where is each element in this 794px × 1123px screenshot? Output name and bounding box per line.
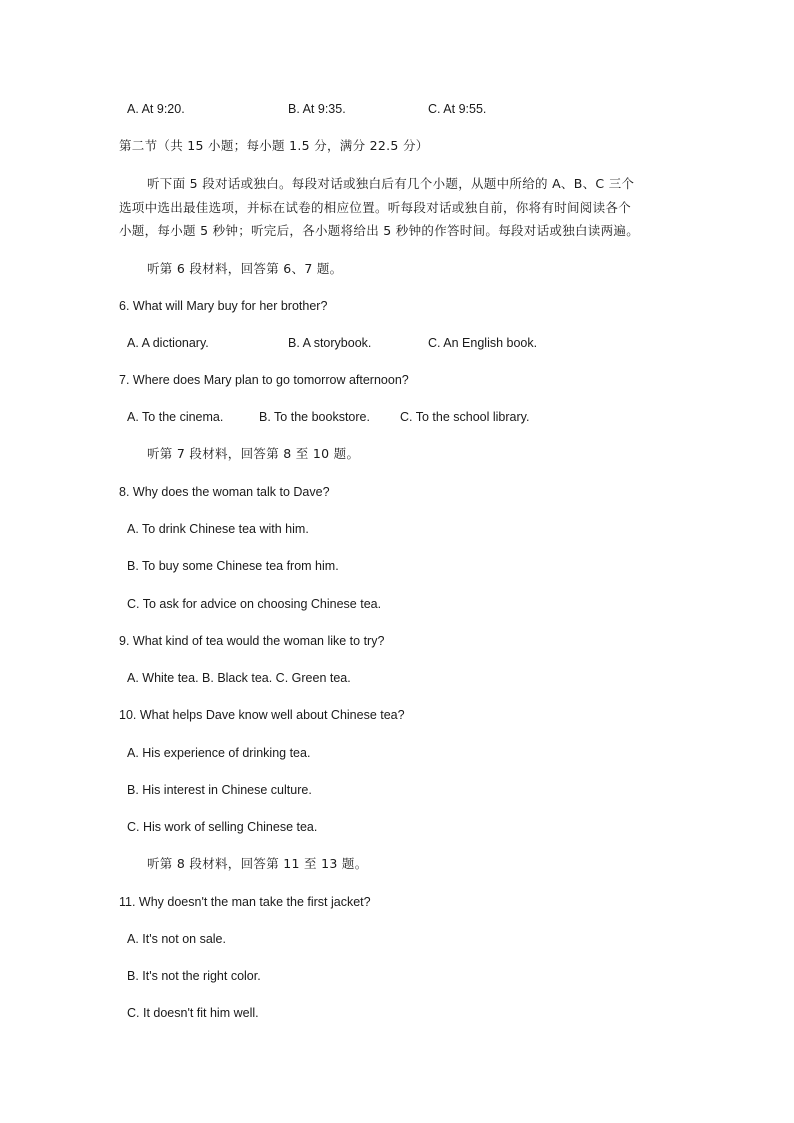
options-line: A. White tea. B. Black tea. C. Green tea. (127, 671, 351, 685)
option-c: C. It doesn't fit him well. (127, 1006, 259, 1020)
question-6: 6. What will Mary buy for her brother? (119, 299, 328, 313)
option-c: C. His work of selling Chinese tea. (127, 820, 318, 834)
option-c: C. To ask for advice on choosing Chinese tea. (127, 597, 382, 611)
option-b: B. To the bookstore. (259, 410, 370, 424)
option-b: B. At 9:35. (288, 102, 346, 116)
passage-intro: 听第 7 段材料，回答第 8 至 10 题。 (147, 446, 360, 461)
option-c: C. An English book. (428, 336, 538, 350)
passage-intro: 听第 8 段材料，回答第 11 至 13 题。 (147, 856, 368, 871)
option-a: A. To drink Chinese tea with him. (127, 522, 309, 536)
option-a: A. A dictionary. (127, 336, 209, 350)
passage-intro: 听第 6 段材料，回答第 6、7 题。 (147, 261, 343, 276)
instruction-line-2: 选项中选出最佳选项，并标在试卷的相应位置。听每段对话或独自前，你将有时间阅读各个 (119, 200, 632, 215)
option-b: B. His interest in Chinese culture. (127, 783, 312, 797)
option-a: A. His experience of drinking tea. (127, 746, 311, 760)
instruction-line-1: 听下面 5 段对话或独白。每段对话或独白后有几个小题，从题中所给的 A、B、C 三个 (147, 176, 635, 191)
option-a: A. At 9:20. (127, 102, 185, 116)
option-b: B. To buy some Chinese tea from him. (127, 559, 339, 573)
instruction-line-3: 小题，每小题 5 秒钟；听完后，各小题将给出 5 秒钟的作答时间。每段对话或独白读两遍。 (119, 223, 640, 238)
option-a: A. To the cinema. (127, 410, 224, 424)
question-9: 9. What kind of tea would the woman like to try? (119, 634, 385, 648)
question-7: 7. Where does Mary plan to go tomorrow afternoon? (119, 373, 409, 387)
section-heading: 第二节（共 15 小题；每小题 1.5 分，满分 22.5 分） (119, 138, 429, 153)
option-a: A. It's not on sale. (127, 932, 226, 946)
question-11: 11. Why doesn't the man take the first jacket? (119, 895, 371, 909)
question-10: 10. What helps Dave know well about Chinese tea? (119, 708, 405, 722)
option-c: C. To the school library. (400, 410, 530, 424)
option-b: B. It's not the right color. (127, 969, 261, 983)
question-8: 8. Why does the woman talk to Dave? (119, 485, 330, 499)
option-c: C. At 9:55. (428, 102, 487, 116)
option-b: B. A storybook. (288, 336, 372, 350)
